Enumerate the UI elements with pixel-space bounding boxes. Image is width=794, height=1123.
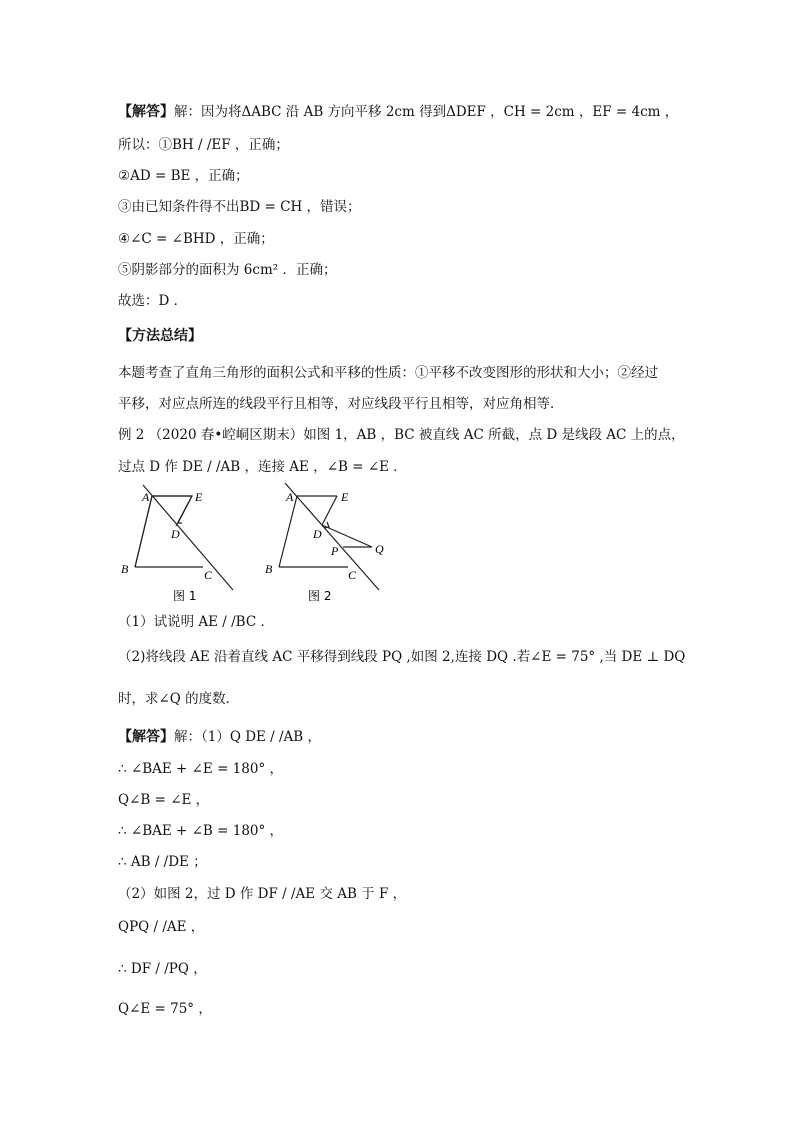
solution-line: ②AD = BE ，正确； (118, 168, 249, 184)
solution2-text: 解：（1）Q DE / /AB ， (174, 729, 322, 745)
solution2-line: （2）如图 2，过 D 作 DF / /AE 交 AB 于 F ， (118, 886, 407, 902)
fig1-label-b: B (121, 562, 129, 576)
solution-line: 所以：①BH / /EF ，正确； (118, 137, 289, 153)
figure-1 (135, 485, 233, 590)
fig1-caption: 图 1 (173, 589, 197, 603)
solution-text: 解：因为将ΔABC 沿 AB 方向平移 2cm 得到ΔDEF ，CH = 2cm ，EF = 4cm ， (174, 104, 679, 120)
method-text-2: 平移，对应点所连的线段平行且相等，对应线段平行且相等，对应角相等． (118, 396, 564, 412)
fig2-label-q: Q (375, 542, 384, 556)
solution2-line-1 (118, 728, 321, 746)
geometry-figures (115, 483, 415, 608)
solution-line: ⑤阴影部分的面积为 6cm² ．正确； (118, 262, 337, 278)
fig2-caption: 图 2 (308, 589, 332, 603)
fig2-line-ac (285, 483, 379, 590)
fig2-label-p: P (331, 544, 339, 558)
question-1: （1）试说明 AE / /BC ． (118, 614, 274, 630)
figure-2 (279, 483, 379, 590)
fig1-label-c: C (204, 568, 213, 582)
fig1-line-ac (143, 485, 233, 590)
solution-line: ③由已知条件得不出BD = CH ，错误； (118, 199, 361, 215)
solution2-line: Q∠B = ∠E ， (118, 792, 210, 808)
example-line-2: 过点 D 作 DE / /AB ，连接 AE ，∠B = ∠E ． (118, 459, 407, 475)
solution-line: ④∠C = ∠BHD ，正确； (118, 231, 274, 247)
method-text-1: 本题考查了直角三角形的面积公式和平移的性质：①平移不改变图形的形状和大小；②经过 (118, 365, 658, 381)
fig1-ab (135, 496, 152, 567)
solution-heading: 【解答】 (118, 104, 174, 120)
figures-svg (115, 483, 415, 608)
fig2-label-b: B (265, 562, 273, 576)
fig2-label-e: E (341, 490, 349, 504)
solution2-line: ∴ ∠BAE + ∠E = 180° ， (118, 761, 283, 777)
solution2-heading: 【解答】 (118, 729, 174, 745)
fig1-ed (176, 496, 192, 526)
fig2-dq (322, 525, 372, 547)
fig1-label-d: D (171, 527, 180, 541)
method-heading: 【方法总结】 (118, 328, 202, 344)
solution2-line: ∴ DF / /PQ ， (118, 961, 207, 977)
solution2-line: QPQ / /AE ， (118, 919, 205, 935)
fig2-label-c: C (348, 568, 357, 582)
question-2-line-2: 时，求∠Q 的度数． (118, 691, 240, 707)
fig1-label-e: E (195, 490, 203, 504)
fig2-ab (279, 496, 297, 567)
example-line-1: 例 2 （2020 春•崆峒区期末）如图 1，AB ，BC 被直线 AC 所截，点 D 是线段 AC 上的点， (118, 427, 685, 443)
fig1-label-a: A (142, 490, 150, 504)
fig2-ed (322, 496, 337, 525)
solution2-line: Q∠E = 75° ， (118, 1001, 212, 1017)
fig2-right-angle (324, 522, 329, 528)
answer-line: 故选：D ． (118, 293, 188, 309)
solution2-line: ∴ AB / /DE ； (118, 854, 207, 870)
question-2-line-1: （2)将线段 AE 沿着直线 AC 平移得到线段 PQ ,如图 2,连接 DQ .若∠E = 75° ,当 DE ⊥ DQ (118, 649, 686, 665)
fig2-label-a: A (286, 490, 294, 504)
solution-line-1 (118, 103, 678, 121)
fig2-label-d: D (313, 527, 322, 541)
solution2-line: ∴ ∠BAE + ∠B = 180° ， (118, 823, 284, 839)
